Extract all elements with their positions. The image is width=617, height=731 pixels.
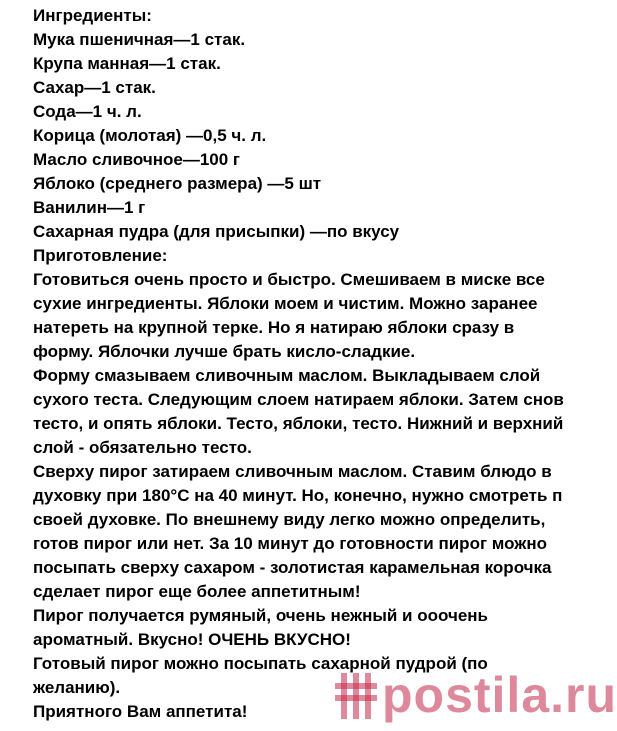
ingredient-item: Мука пшеничная—1 стак. — [33, 30, 246, 49]
ingredient-item: Корица (молотая) —0,5 ч. л. — [33, 126, 267, 145]
method-line: Форму смазываем сливочным маслом. Выкладываем слой — [33, 366, 541, 385]
method-heading: Приготовление: — [33, 246, 168, 265]
ingredients-heading: Ингредиенты: — [33, 6, 152, 25]
method-line: натереть на крупной терке. Но я натираю яблоки сразу в — [33, 318, 515, 337]
method-line: Готовый пирог можно посыпать сахарной пудрой (по — [33, 654, 488, 673]
ingredient-item: Сахарная пудра (для присыпки) —по вкусу — [33, 222, 400, 241]
method-line: ароматный. Вкусно! ОЧЕНЬ ВКУСНО! — [33, 630, 351, 649]
method-line: сухого теста. Следующим слоем натираем яблоки. Затем снов — [33, 390, 564, 409]
method-line: сделает пирог еще более аппетитным! — [33, 582, 361, 601]
method-line: посыпать сверху сахаром - золотистая карамельная корочка — [33, 558, 552, 577]
ingredient-item: Сахар—1 стак. — [33, 78, 156, 97]
method-line: Пирог получается румяный, очень нежный и ооочень — [33, 606, 489, 625]
method-line: Сверху пирог затираем сливочным маслом. Ставим блюдо в — [33, 462, 552, 481]
ingredient-item: Яблоко (среднего размера) —5 шт — [33, 174, 322, 193]
recipe-document — [33, 4, 580, 724]
ingredient-item: Масло сливочное—100 г — [33, 150, 240, 169]
method-line: своей духовке. По внешнему виду легко можно определить, — [33, 510, 546, 529]
method-line: слой - обязательно тесто. — [33, 438, 252, 457]
ingredient-item: Сода—1 ч. л. — [33, 102, 142, 121]
watermark-text: postila.ru — [382, 667, 617, 723]
ingredient-item: Ванилин—1 г — [33, 198, 146, 217]
method-line: Готовиться очень просто и быстро. Смешиваем в миске все — [33, 270, 545, 289]
method-line: духовку при 180°С на 40 минут. Но, конечно, нужно смотреть п — [33, 486, 563, 505]
method-line: Приятного Вам аппетита! — [33, 702, 248, 721]
ingredient-item: Крупа манная—1 стак. — [33, 54, 221, 73]
method-line: готов пирог или нет. За 10 минут до готовности пирог можно — [33, 534, 547, 553]
method-line: тесто, и опять яблоки. Тесто, яблоки, тесто. Нижний и верхний — [33, 414, 564, 433]
method-line: желанию). — [33, 678, 121, 697]
method-line: сухие ингредиенты. Яблоки моем и чистим. Можно заранее — [33, 294, 538, 313]
method-line: форму. Яблочки лучше брать кисло-сладкие. — [33, 342, 416, 361]
